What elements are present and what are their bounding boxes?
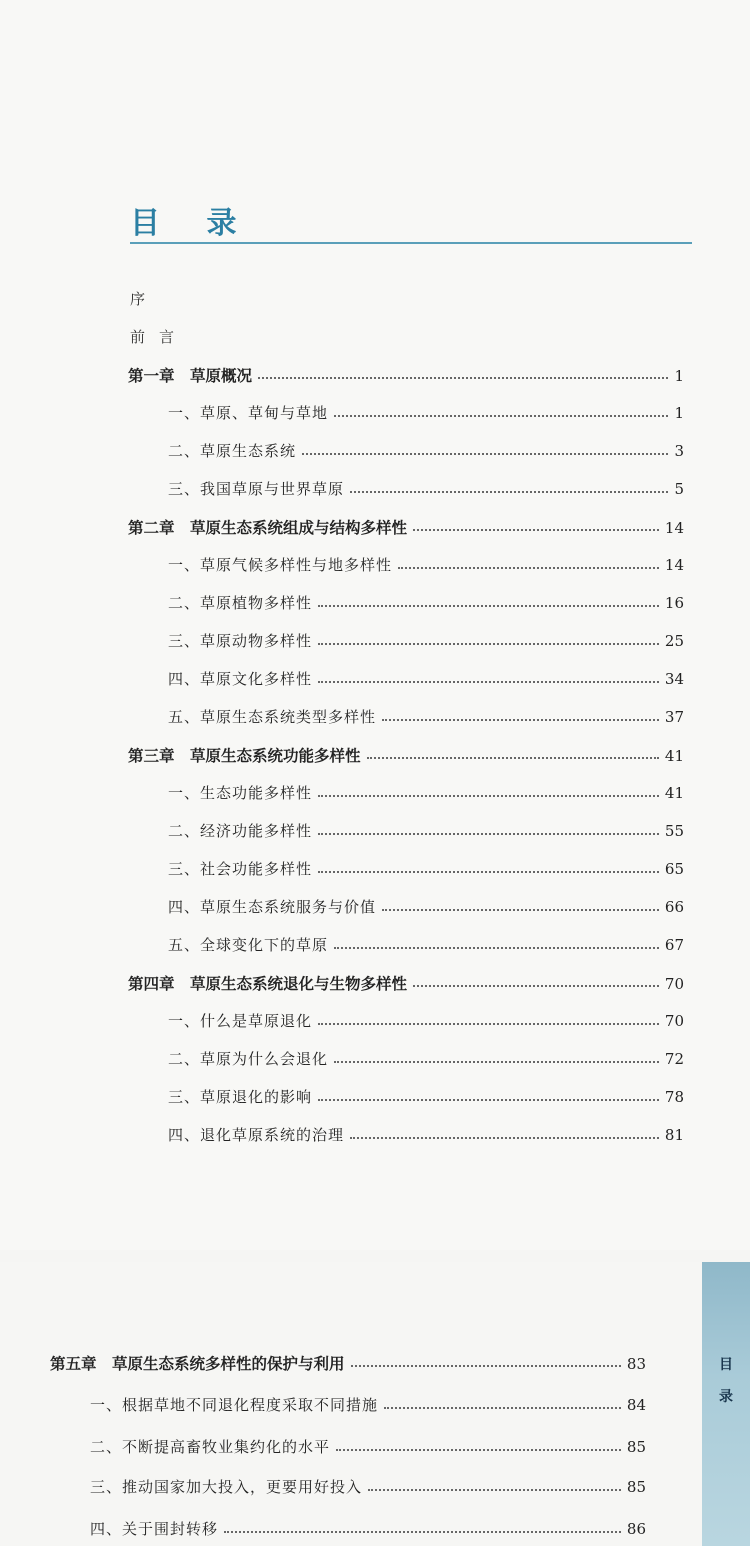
toc-entry-label: 前言 <box>130 328 189 346</box>
toc-chapter-label: 第三章 草原生态系统功能多样性 <box>128 747 361 765</box>
toc-section-label: 三、我国草原与世界草原 <box>168 480 345 498</box>
toc-page-number: 16 <box>664 594 684 612</box>
toc-section[interactable] <box>168 896 684 917</box>
toc-section-label: 一、草原、草甸与草地 <box>168 404 329 422</box>
toc-section-label: 三、草原动物多样性 <box>168 632 313 650</box>
title-divider <box>130 242 692 244</box>
toc-section-label: 二、不断提高畜牧业集约化的水平 <box>90 1438 331 1456</box>
toc-page-number: 3 <box>674 442 684 460</box>
leader-dots <box>350 491 668 493</box>
toc-page-number: 66 <box>664 898 684 916</box>
leader-dots <box>334 415 668 417</box>
leader-dots <box>382 909 659 911</box>
toc-page-number: 83 <box>626 1355 646 1373</box>
toc-page-number: 34 <box>664 670 684 688</box>
toc-section-label: 五、草原生态系统类型多样性 <box>168 708 377 726</box>
leader-dots <box>318 795 659 797</box>
toc-section[interactable] <box>168 478 684 499</box>
side-tab[interactable] <box>702 1262 750 1546</box>
toc-section[interactable] <box>168 782 684 803</box>
toc-section-label: 三、草原退化的影响 <box>168 1088 313 1106</box>
leader-dots <box>318 681 659 683</box>
toc-section-label: 一、草原气候多样性与地多样性 <box>168 556 393 574</box>
toc-chapter-5[interactable] <box>50 1352 646 1374</box>
toc-section[interactable] <box>90 1436 646 1457</box>
toc-page-number: 70 <box>664 975 684 993</box>
toc-page-number: 85 <box>626 1478 646 1496</box>
toc-section[interactable] <box>168 1048 684 1069</box>
leader-dots <box>318 643 659 645</box>
leader-dots <box>318 605 659 607</box>
toc-page-2 <box>0 1262 750 1546</box>
toc-section-label: 五、全球变化下的草原 <box>168 936 329 954</box>
toc-entry-label: 序 <box>130 290 160 308</box>
toc-page-number: 70 <box>664 1012 684 1030</box>
toc-section-label: 二、草原植物多样性 <box>168 594 313 612</box>
toc-section-label: 三、推动国家加大投入，更要用好投入 <box>90 1478 363 1496</box>
toc-chapter-3[interactable] <box>128 744 684 766</box>
toc-section[interactable] <box>168 668 684 689</box>
toc-title: 目 录 <box>130 206 255 241</box>
toc-page-number: 5 <box>674 480 684 498</box>
toc-section-label: 一、什么是草原退化 <box>168 1012 313 1030</box>
toc-chapter-label: 第二章 草原生态系统组成与结构多样性 <box>128 519 408 537</box>
toc-section-label: 一、生态功能多样性 <box>168 784 313 802</box>
toc-section[interactable] <box>168 858 684 879</box>
leader-dots <box>334 947 659 949</box>
leader-dots <box>413 529 659 531</box>
leader-dots <box>334 1061 659 1063</box>
toc-page-number: 86 <box>626 1520 646 1538</box>
toc-page-number: 14 <box>664 519 684 537</box>
leader-dots <box>367 757 659 759</box>
toc-section[interactable] <box>168 1124 684 1145</box>
leader-dots <box>351 1365 621 1367</box>
toc-page-number: 65 <box>664 860 684 878</box>
leader-dots <box>318 833 659 835</box>
toc-page-number: 72 <box>664 1050 684 1068</box>
toc-page-number: 1 <box>674 404 684 422</box>
side-tab-char-1: 目 <box>719 1357 733 1373</box>
leader-dots <box>258 377 668 379</box>
toc-section-label: 四、退化草原系统的治理 <box>168 1126 345 1144</box>
toc-page-number: 1 <box>674 367 684 385</box>
toc-section[interactable] <box>168 440 684 461</box>
toc-section-label: 三、社会功能多样性 <box>168 860 313 878</box>
toc-page-number: 41 <box>664 784 684 802</box>
leader-dots <box>318 1023 659 1025</box>
toc-section[interactable] <box>168 402 684 423</box>
toc-section[interactable] <box>168 1010 684 1031</box>
toc-section[interactable] <box>168 706 684 727</box>
toc-page-number: 67 <box>664 936 684 954</box>
toc-chapter-4[interactable] <box>128 972 684 994</box>
toc-section[interactable] <box>168 1086 684 1107</box>
toc-chapter-label: 第四章 草原生态系统退化与生物多样性 <box>128 975 408 993</box>
toc-page-number: 14 <box>664 556 684 574</box>
toc-section[interactable] <box>90 1476 646 1497</box>
toc-section-label: 二、经济功能多样性 <box>168 822 313 840</box>
leader-dots <box>413 985 659 987</box>
toc-section[interactable] <box>168 592 684 613</box>
toc-section[interactable] <box>168 820 684 841</box>
leader-dots <box>336 1449 621 1451</box>
toc-section-label: 四、草原文化多样性 <box>168 670 313 688</box>
toc-section-label: 四、草原生态系统服务与价值 <box>168 898 377 916</box>
toc-page-number: 84 <box>626 1396 646 1414</box>
leader-dots <box>318 1099 659 1101</box>
toc-section-label: 二、草原生态系统 <box>168 442 297 460</box>
toc-section-label: 一、根据草地不同退化程度采取不同措施 <box>90 1396 379 1414</box>
leader-dots <box>350 1137 659 1139</box>
toc-chapter-2[interactable] <box>128 516 684 538</box>
side-tab-char-2: 录 <box>719 1389 733 1405</box>
toc-page-number: 37 <box>664 708 684 726</box>
toc-page-number: 25 <box>664 632 684 650</box>
toc-page-number: 41 <box>664 747 684 765</box>
toc-section-label: 二、草原为什么会退化 <box>168 1050 329 1068</box>
toc-chapter-1[interactable] <box>128 364 684 386</box>
leader-dots <box>302 453 668 455</box>
toc-page-number: 85 <box>626 1438 646 1456</box>
toc-section[interactable] <box>168 934 684 955</box>
toc-section[interactable] <box>168 630 684 651</box>
leader-dots <box>398 567 659 569</box>
toc-section-label: 四、关于围封转移 <box>90 1520 219 1538</box>
leader-dots <box>318 871 659 873</box>
leader-dots <box>382 719 659 721</box>
toc-entry-preface[interactable] <box>130 288 159 309</box>
toc-section[interactable] <box>90 1518 646 1539</box>
toc-chapter-label: 第一章 草原概况 <box>128 367 253 385</box>
leader-dots <box>368 1489 621 1491</box>
toc-page-number: 81 <box>664 1126 684 1144</box>
toc-chapter-label: 第五章 草原生态系统多样性的保护与利用 <box>50 1355 345 1373</box>
toc-entry-foreword[interactable] <box>130 326 188 347</box>
toc-section[interactable] <box>90 1394 646 1415</box>
leader-dots <box>224 1531 621 1533</box>
toc-section[interactable] <box>168 554 684 575</box>
toc-page-number: 55 <box>664 822 684 840</box>
toc-page-number: 78 <box>664 1088 684 1106</box>
leader-dots <box>384 1407 621 1409</box>
